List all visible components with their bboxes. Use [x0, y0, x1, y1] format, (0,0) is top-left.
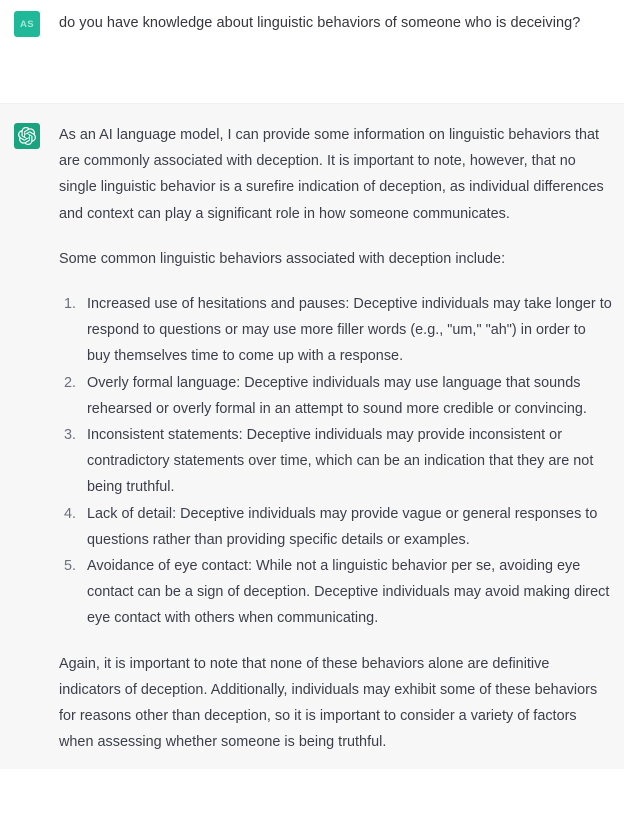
openai-logo-icon — [18, 127, 36, 145]
list-item: Inconsistent statements: Deceptive individuals may provide inconsistent or contradictory statements over time, which can be an indication that they are not being truthful. — [87, 427, 594, 496]
list-item: Overly formal language: Deceptive individuals may use language that sounds rehearsed or overly formal in an attempt to sound more credible or convincing. — [87, 374, 587, 417]
user-avatar — [14, 11, 40, 37]
message-row-user — [0, 0, 624, 104]
list-item: Avoidance of eye contact: While not a linguistic behavior per se, avoiding eye contact can be a sign of deception. Deceptive individuals may avoid making direct eye contact with others when communicating. — [87, 558, 610, 627]
list-item: Lack of detail: Deceptive individuals may provide vague or general responses to questions rather than providing specific details or examples. — [87, 505, 598, 548]
assistant-message-body — [59, 122, 612, 755]
message-row-assistant — [0, 104, 624, 769]
deception-behaviors-list — [59, 291, 612, 632]
assistant-paragraph-closing: Again, it is important to note that none of these behaviors alone are definitive indicators of deception. Additionally, individuals may exhibit some of these behaviors for reasons other than deception, so it is important to consider a variety of factors when assessing whether someone is being truthful. — [59, 655, 598, 751]
assistant-paragraph-intro: As an AI language model, I can provide some information on linguistic behaviors that are commonly associated with deception. It is important to note, however, that no single linguistic behavior is a surefire indication of deception, as individual differences and context can play a significant role in how someone communicates. — [59, 127, 604, 222]
user-message-text: do you have knowledge about linguistic behaviors of someone who is deceiving? — [59, 15, 581, 31]
assistant-avatar — [14, 123, 40, 149]
user-message-body — [59, 10, 612, 34]
assistant-paragraph-lead-in: Some common linguistic behaviors associated with deception include: — [59, 250, 506, 267]
list-item: Increased use of hesitations and pauses: Deceptive individuals may take longer to respond to questions or may use more filler words (e.g., "um," "ah") in order to buy themselves time to come up with a response. — [87, 296, 612, 365]
user-avatar-initials: AS — [20, 18, 34, 30]
